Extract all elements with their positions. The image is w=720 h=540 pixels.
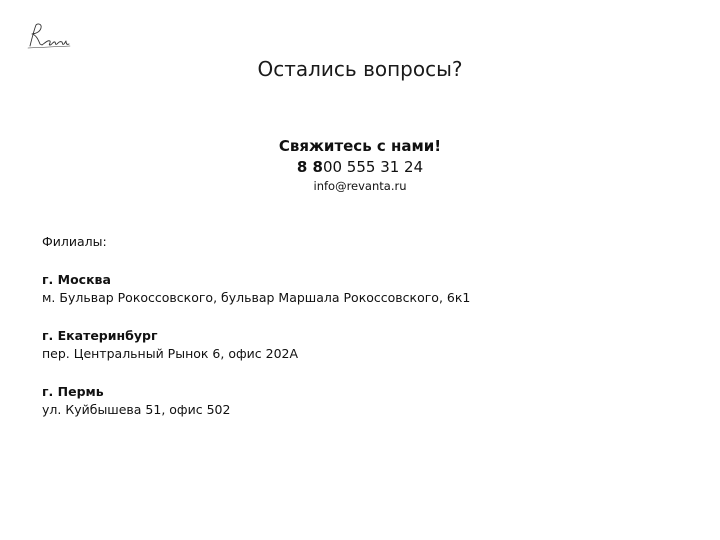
logo bbox=[24, 22, 74, 50]
contact-phone[interactable] bbox=[0, 156, 720, 178]
contact-email-link[interactable]: info@revanta.ru bbox=[313, 179, 407, 193]
branch-city: г. Пермь bbox=[42, 384, 104, 399]
branch-item-moscow bbox=[42, 271, 702, 307]
branches-heading: Филиалы: bbox=[42, 234, 107, 249]
contact-block bbox=[0, 136, 720, 194]
branch-address: ул. Куйбышева 51, офис 502 bbox=[42, 402, 231, 417]
contact-phone-prefix: 8 8 bbox=[296, 158, 323, 176]
branch-city: г. Екатеринбург bbox=[42, 328, 158, 343]
branch-item-yekaterinburg bbox=[42, 327, 702, 363]
revanta-signature-logo-icon bbox=[24, 22, 74, 50]
page-title: Остались вопросы? bbox=[257, 57, 463, 81]
contact-heading: Свяжитесь с нами! bbox=[278, 137, 442, 155]
branch-city: г. Москва bbox=[42, 272, 111, 287]
branch-address: м. Бульвар Рокоссовского, бульвар Маршала Рокоссовского, 6к1 bbox=[42, 290, 471, 305]
contact-phone-number: 00 555 31 24 bbox=[322, 158, 424, 176]
branch-item-perm bbox=[42, 383, 702, 419]
branch-address: пер. Центральный Рынок 6, офис 202А bbox=[42, 346, 299, 361]
branches-list bbox=[42, 233, 702, 439]
